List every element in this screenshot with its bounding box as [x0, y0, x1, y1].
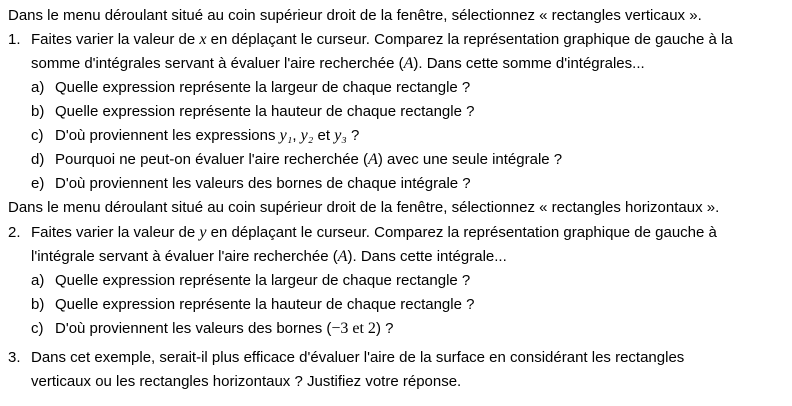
q1-line2-b: ). Dans cette somme d'intégrales...	[413, 55, 645, 72]
item-text: Pourquoi ne peut-on évaluer l'aire recherchée (	[55, 151, 369, 168]
question-3-number: 3.	[8, 349, 21, 366]
item-text: D'où proviennent les valeurs des bornes de chaque intégrale ?	[55, 175, 471, 192]
item-label: c)	[31, 127, 44, 144]
item-text-end: ?	[346, 127, 360, 144]
q2-line2-a: l'intégrale servant à évaluer l'aire recherchée (	[31, 248, 338, 265]
q1-text-b: en déplaçant le curseur. Comparez la représentation graphique de gauche à la	[206, 31, 733, 48]
bounds-values: −3 et 2	[331, 320, 376, 337]
item-label: a)	[31, 272, 45, 289]
q3-line-1: Dans cet exemple, serait-il plus efficace d'évaluer l'aire de la surface en considérant les rectangles	[31, 349, 685, 366]
q2-text-b: en déplaçant le curseur. Comparez la représentation graphique de gauche à	[206, 224, 717, 241]
instruction-horizontal: Dans le menu déroulant situé au coin supérieur droit de la fenêtre, sélectionnez « rectangles horizontaux ».	[8, 199, 720, 216]
expression-y1: y₁	[279, 127, 293, 144]
q2-line2-b: ). Dans cette intégrale...	[347, 248, 507, 265]
item-label: e)	[31, 175, 45, 192]
item-text: Quelle expression représente la largeur de chaque rectangle ?	[55, 79, 471, 96]
area-symbol: A	[337, 248, 348, 265]
separator: ,	[292, 127, 301, 144]
item-text-end: ) ?	[375, 320, 394, 337]
question-3-line-2: verticaux ou les rectangles horizontaux ? Justifiez votre réponse.	[31, 373, 462, 390]
area-symbol: A	[403, 55, 414, 72]
item-text: D'où proviennent les valeurs des bornes (	[55, 320, 332, 337]
item-label: b)	[31, 103, 45, 120]
area-symbol: A	[368, 151, 378, 168]
item-text: Quelle expression représente la largeur de chaque rectangle ?	[55, 272, 471, 289]
expression-y3: y₃	[334, 127, 347, 144]
q1-text-a: Faites varier la valeur de	[31, 31, 200, 48]
question-1-line-2	[31, 52, 645, 76]
expression-y2: y₂	[300, 127, 314, 144]
q1-line2-a: somme d'intégrales servant à évaluer l'aire recherchée (	[31, 55, 404, 72]
item-text: Quelle expression représente la hauteur de chaque rectangle ?	[55, 296, 475, 313]
question-1-number: 1.	[8, 31, 21, 48]
item-label: d)	[31, 151, 45, 168]
instruction-vertical: Dans le menu déroulant situé au coin supérieur droit de la fenêtre, sélectionnez « rectangles verticaux ».	[8, 7, 702, 24]
item-text: D'où proviennent les expressions	[55, 127, 280, 144]
q2-text-a: Faites varier la valeur de	[31, 224, 200, 241]
item-text-end: ) avec une seule intégrale ?	[377, 151, 563, 168]
variable-y: y	[199, 224, 207, 241]
variable-x: x	[199, 31, 207, 48]
separator: et	[313, 127, 335, 144]
item-text: Quelle expression représente la hauteur de chaque rectangle ?	[55, 103, 475, 120]
question-2-line-2	[31, 245, 507, 269]
item-label: c)	[31, 320, 44, 337]
item-label: b)	[31, 296, 45, 313]
item-label: a)	[31, 79, 45, 96]
question-2-number: 2.	[8, 224, 21, 241]
